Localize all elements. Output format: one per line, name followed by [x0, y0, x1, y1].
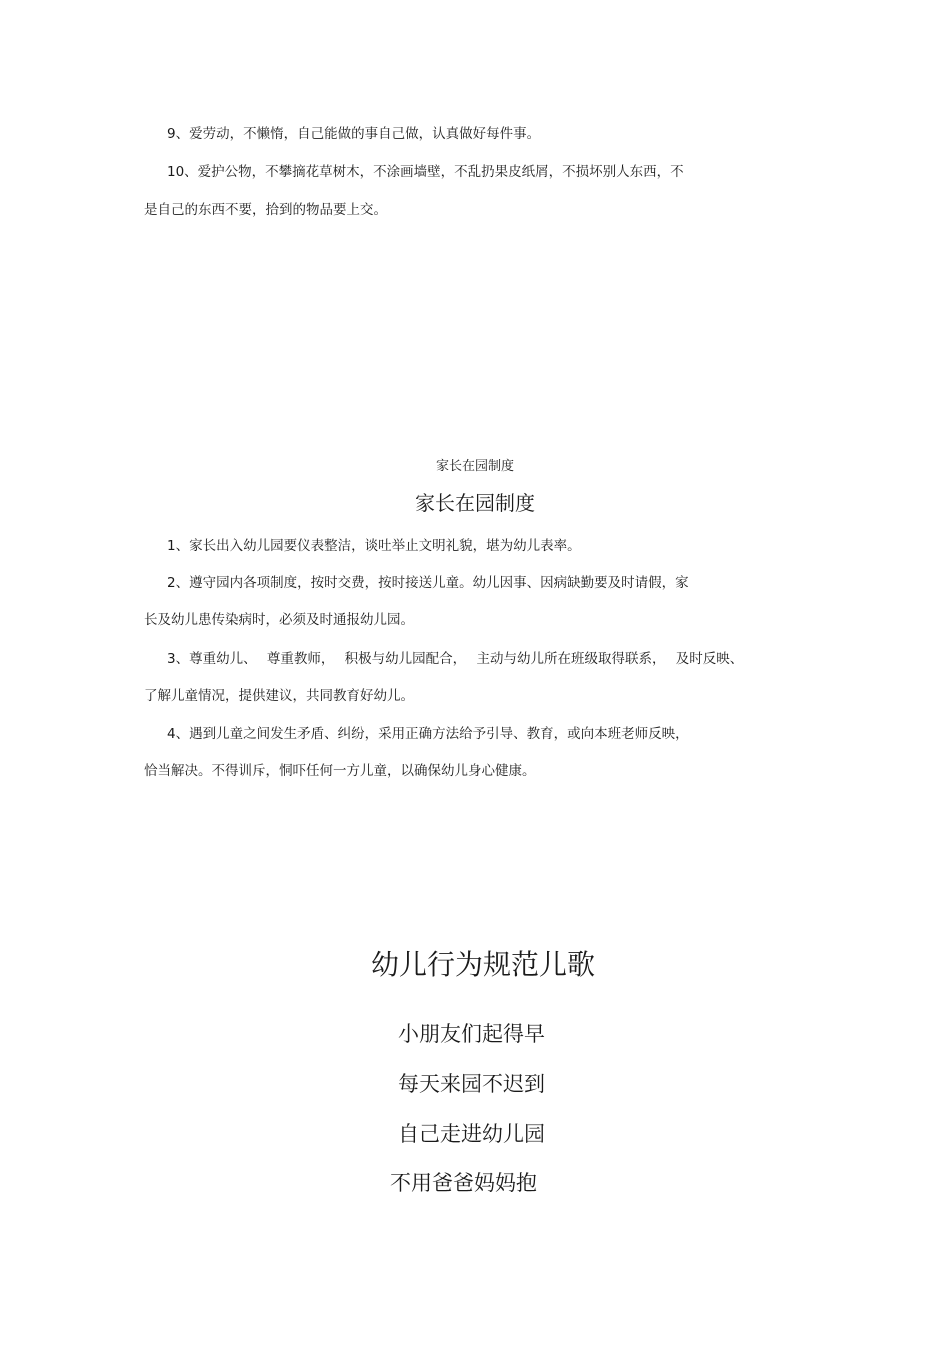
section-title: 家长在园制度 [415, 491, 535, 515]
parent-rule-4-continued: 恰当解决。不得训斥，恫吓任何一方儿童，以确保幼儿身心健康。 [144, 763, 536, 779]
rule-item-10-continued: 是自己的东西不要，拾到的物品要上交。 [144, 202, 387, 218]
rule-item-10: 10、爱护公物，不攀摘花草树木，不涂画墙壁，不乱扔果皮纸屑，不损坏别人东西，不 [167, 164, 684, 180]
parent-rule-3: 3、尊重幼儿、 尊重教师， 积极与幼儿园配合， 主动与幼儿所在班级取得联系， 及时反映、 [167, 651, 744, 667]
parent-rule-1: 1、家长出入幼儿园要仪表整洁，谈吐举止文明礼貌，堪为幼儿表率。 [167, 538, 581, 554]
parent-rule-4: 4、遇到儿童之间发生矛盾、纠纷，采用正确方法给予引导、教育，或向本班老师反映， [167, 726, 689, 742]
song-verse-3: 自己走进幼儿园 [398, 1122, 545, 1146]
parent-rule-3-continued: 了解儿童情况，提供建议，共同教育好幼儿。 [144, 688, 414, 704]
parent-rule-2: 2、遵守园内各项制度，按时交费，按时接送儿童。幼儿因事、因病缺勤要及时请假，家 [167, 575, 689, 591]
section-header-small: 家长在园制度 [435, 459, 514, 474]
song-verse-4: 不用爸爸妈妈抱 [390, 1171, 537, 1195]
song-verse-2: 每天来园不迟到 [398, 1072, 545, 1096]
song-title: 幼儿行为规范儿歌 [370, 948, 595, 981]
song-verse-1: 小朋友们起得早 [398, 1022, 545, 1046]
rule-item-9: 9、爱劳动，不懒惰，自己能做的事自己做，认真做好每件事。 [167, 126, 541, 142]
parent-rule-2-continued: 长及幼儿患传染病时，必须及时通报幼儿园。 [144, 612, 414, 628]
